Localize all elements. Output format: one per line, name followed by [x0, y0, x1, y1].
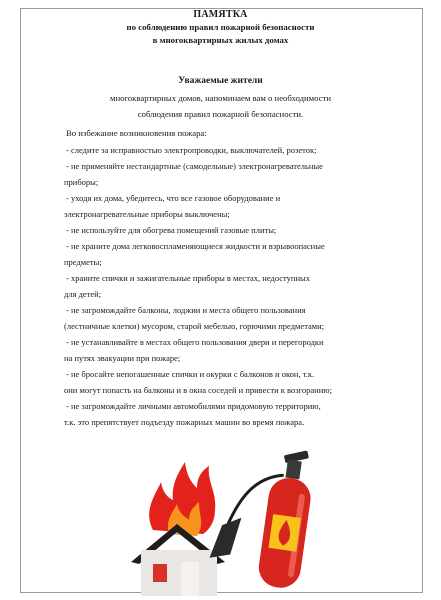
list-item	[66, 190, 401, 222]
rule-continuation: предметы;	[64, 257, 102, 267]
rule-text: - не устанавливайте в местах общего пользования двери и перегородки	[66, 337, 324, 347]
list-item	[66, 334, 401, 366]
list-item	[66, 270, 401, 302]
memo-subtitle-line-1: по соблюдению правил пожарной безопасности	[126, 22, 315, 32]
house-wall	[141, 550, 217, 596]
rule-text: - не храните дома легковоспламеняющиеся жидкости и взрывоопасные	[66, 241, 325, 251]
rule-text: - не бросайте непогашенные спички и окурки с балконов и окон, т.к.	[66, 369, 315, 379]
list-item	[66, 366, 401, 398]
rule-continuation: они могут попасть на балконы и в окна соседей и привести к возгоранию;	[64, 385, 332, 395]
rule-continuation: т.к. это препятствует подъезду пожарных машин во время пожара.	[64, 417, 305, 427]
list-item	[66, 142, 401, 158]
rule-continuation: приборы;	[64, 177, 99, 187]
rule-text: - следите за исправностью электропроводки, выключателей, розеток;	[66, 145, 317, 155]
safety-rules-list	[66, 142, 401, 430]
house-door	[181, 562, 199, 596]
rule-continuation: для детей;	[64, 289, 102, 299]
memo-title: ПАМЯТКА	[193, 9, 248, 20]
rule-text: - храните спички и зажигательные приборы в местах, недоступных	[66, 273, 310, 283]
memo-subtitle-line-2: в многоквартирных жилых домах	[152, 35, 289, 45]
list-item	[66, 222, 401, 238]
rule-text: - не используйте для обогрева помещений газовые плиты;	[66, 225, 277, 235]
fire-illustration	[125, 438, 335, 598]
rule-continuation: электронагревательные приборы выключены;	[64, 209, 230, 219]
list-item	[66, 158, 401, 190]
rule-continuation: (лестничные клетки) мусором, старой мебелью, горючими предметами;	[64, 321, 325, 331]
list-item	[66, 398, 401, 430]
house-fire-icon	[131, 462, 225, 596]
intro-line-2: соблюдения правил пожарной безопасности.	[137, 109, 304, 119]
rule-text: - не загромождайте балконы, лоджии и места общего пользования	[66, 305, 306, 315]
list-item	[66, 302, 401, 334]
fire-extinguisher-icon	[207, 439, 318, 590]
rule-continuation: на путях эвакуации при пожаре;	[64, 353, 181, 363]
rule-text: - не применяйте нестандартные (самодельные) электронагревательные	[66, 161, 323, 171]
lead-text: Во избежание возникновения пожара:	[66, 128, 207, 138]
house-window	[153, 564, 167, 582]
extinguisher-nozzle	[210, 514, 242, 561]
rule-text: - не загромождайте личными автомобилями придомовую территорию,	[66, 401, 321, 411]
greeting: Уважаемые жители	[178, 76, 263, 86]
list-item	[66, 238, 401, 270]
memo-header	[0, 8, 441, 47]
intro-line-1: многоквартирных домов, напоминаем вам о необходимости	[109, 93, 332, 103]
extinguisher-valve	[285, 460, 301, 480]
rule-text: - уходя их дома, убедитесь, что все газовое оборудование и	[66, 193, 281, 203]
